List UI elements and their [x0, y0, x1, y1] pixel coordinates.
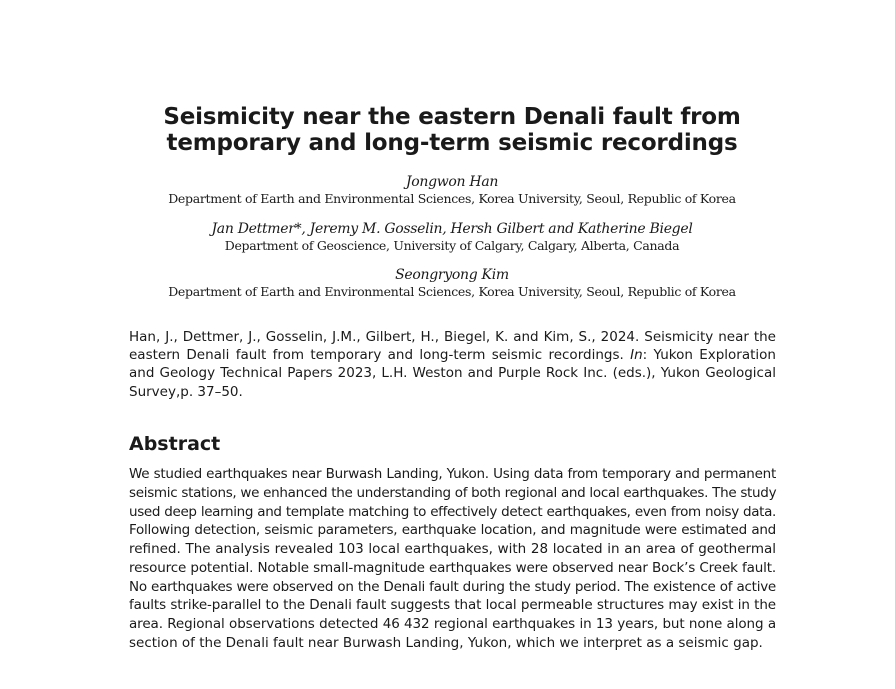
- abstract-line: area. Regional observations detected 46 432 regional earthquakes in 13 years, but none along a: [129, 616, 776, 632]
- citation-in-word: In: [630, 347, 643, 364]
- abstract-line: section of the Denali fault near Burwash Landing, Yukon, which we interpret as a seismic gap.: [129, 634, 763, 651]
- author-group-3: [100, 266, 804, 300]
- title-line-2: temporary and long-term seismic recordings: [166, 130, 738, 156]
- abstract-line: used deep learning and template matching to effectively detect earthquakes, even from noisy data.: [129, 503, 776, 520]
- abstract-line: refined. The analysis revealed 103 local earthquakes, with 28 located in an area of geothermal: [129, 541, 776, 557]
- author-group-1: [100, 173, 804, 207]
- abstract-heading: Abstract: [129, 433, 221, 455]
- citation-line: Survey,p. 37–50.: [129, 383, 243, 400]
- abstract-line: Following detection, seismic parameters, earthquake location, and magnitude were estimated and: [129, 522, 776, 539]
- abstract-line: We studied earthquakes near Burwash Landing, Yukon. Using data from temporary and permanent: [129, 466, 776, 482]
- abstract-line: faults strike-parallel to the Denali fault suggests that local permeable structures may exist in the: [129, 597, 776, 614]
- author-affiliation: Department of Earth and Environmental Sciences, Korea University, Seoul, Republic of Korea: [168, 284, 736, 299]
- abstract-body: [129, 465, 776, 653]
- citation-text: eastern Denali fault from temporary and long-term seismic recordings.: [129, 347, 624, 364]
- author-affiliation: Department of Earth and Environmental Sciences, Korea University, Seoul, Republic of Korea: [168, 191, 736, 206]
- author-affiliation: Department of Geoscience, University of Calgary, Calgary, Alberta, Canada: [224, 238, 680, 253]
- title-line-1: Seismicity near the eastern Denali fault from: [163, 104, 741, 130]
- abstract-line: resource potential. Notable small-magnitude earthquakes were observed near Bock’s Creek fault.: [129, 559, 776, 576]
- citation-line: [129, 346, 776, 364]
- author-names: Jan Dettmer*, Jeremy M. Gosselin, Hersh Gilbert and Katherine Biegel: [211, 221, 693, 237]
- abstract-line: seismic stations, we enhanced the understanding of both regional and local earthquakes. The study: [129, 484, 777, 501]
- abstract-line: No earthquakes were observed on the Denali fault during the study period. The existence of active: [129, 578, 776, 595]
- citation: [129, 328, 776, 401]
- citation-text: : Yukon Exploration: [642, 347, 776, 364]
- citation-line: and Geology Technical Papers 2023, L.H. Weston and Purple Rock Inc. (eds.), Yukon Geological: [129, 365, 776, 382]
- author-group-2: [100, 220, 804, 254]
- paper-title: [100, 104, 804, 156]
- author-names: Seongryong Kim: [395, 267, 509, 283]
- citation-line: Han, J., Dettmer, J., Gosselin, J.M., Gilbert, H., Biegel, K. and Kim, S., 2024. Seismicity near the: [129, 329, 776, 345]
- author-names: Jongwon Han: [405, 174, 499, 190]
